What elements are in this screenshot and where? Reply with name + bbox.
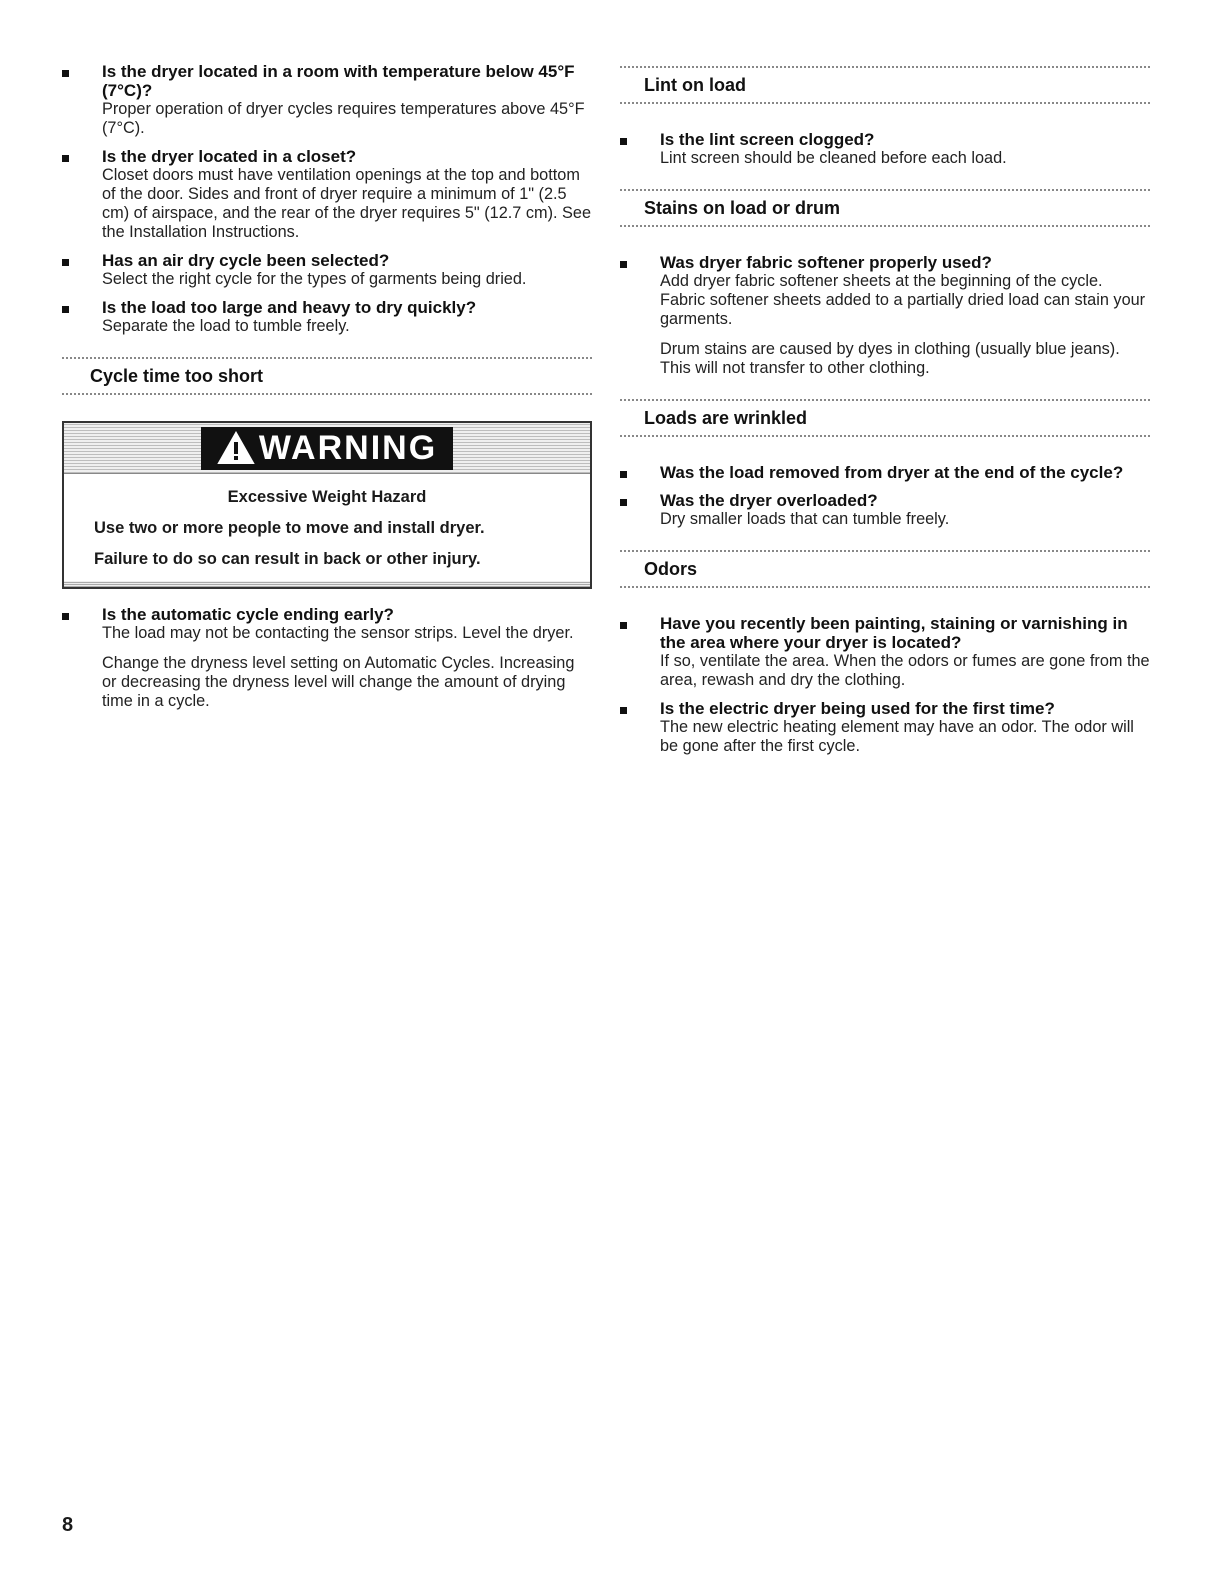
question: Is the automatic cycle ending early? xyxy=(102,605,394,624)
answer: If so, ventilate the area. When the odors or fumes are gone from the area, rewash and dry the clothing. xyxy=(660,652,1150,689)
dotted-divider xyxy=(620,586,1150,588)
question: Has an air dry cycle been selected? xyxy=(102,251,390,270)
list-item xyxy=(62,298,592,336)
square-bullet-icon xyxy=(620,138,627,145)
dotted-divider xyxy=(62,393,592,395)
section-heading: Lint on load xyxy=(644,75,746,95)
question: Is the load too large and heavy to dry quickly? xyxy=(102,298,477,317)
section-heading-block xyxy=(620,538,1150,598)
warning-triangle-icon xyxy=(217,431,255,465)
answer: Lint screen should be cleaned before each load. xyxy=(660,149,1007,167)
answer: Add dryer fabric softener sheets at the beginning of the cycle. Fabric softener sheets added to a partially dried load can stain your garments. xyxy=(660,272,1146,328)
answer: Select the right cycle for the types of garments being dried. xyxy=(102,270,527,288)
list-item xyxy=(620,130,1150,168)
section-heading-block xyxy=(620,66,1150,114)
right-column xyxy=(620,66,1150,765)
answer: Dry smaller loads that can tumble freely. xyxy=(660,510,950,528)
section-heading-block xyxy=(62,345,592,405)
section-heading: Odors xyxy=(644,559,698,579)
section-heading: Cycle time too short xyxy=(90,366,264,386)
answer-extra: Drum stains are caused by dyes in clothing (usually blue jeans). This will not transfer to other clothing. xyxy=(660,340,1120,377)
question: Have you recently been painting, staining or varnishing in the area where your dryer is located? xyxy=(660,614,1128,652)
list-item xyxy=(620,699,1150,756)
list-item xyxy=(62,62,592,138)
page-number: 8 xyxy=(62,1514,74,1536)
section-heading-block xyxy=(620,387,1150,447)
warning-text: Use two or more people to move and install dryer. xyxy=(94,519,485,537)
square-bullet-icon xyxy=(62,70,69,77)
list-item xyxy=(620,491,1150,529)
dotted-divider xyxy=(620,102,1150,104)
warning-label xyxy=(201,427,453,470)
section-heading: Loads are wrinkled xyxy=(644,408,808,428)
warning-text: Failure to do so can result in back or other injury. xyxy=(94,550,481,568)
question: Is the dryer located in a closet? xyxy=(102,147,357,166)
question: Is the electric dryer being used for the first time? xyxy=(660,699,1055,718)
question: Was the dryer overloaded? xyxy=(660,491,878,510)
question: Was the load removed from dryer at the end of the cycle? xyxy=(660,463,1124,482)
list-item xyxy=(62,147,592,242)
warning-band xyxy=(64,423,590,474)
square-bullet-icon xyxy=(62,306,69,313)
dotted-divider xyxy=(620,435,1150,437)
answer: Closet doors must have ventilation openings at the top and bottom of the door. Sides and front of dryer require a minimum of 1" (2.5 cm) of airspace, and the rear of the dryer requires 5" (12.7 cm). See the Installation Instructions. xyxy=(102,166,592,241)
dotted-divider xyxy=(620,225,1150,227)
square-bullet-icon xyxy=(620,707,627,714)
square-bullet-icon xyxy=(62,155,69,162)
answer: The new electric heating element may have an odor. The odor will be gone after the first cycle. xyxy=(660,718,1134,755)
question: Is the lint screen clogged? xyxy=(660,130,875,149)
question: Is the dryer located in a room with temperature below 45°F (7°C)? xyxy=(102,62,575,100)
answer: Separate the load to tumble freely. xyxy=(102,317,350,335)
question: Was dryer fabric softener properly used? xyxy=(660,253,992,272)
list-item xyxy=(620,253,1150,378)
warning-box xyxy=(62,421,592,589)
warning-bottom-band xyxy=(64,581,590,587)
answer: The load may not be contacting the sensor strips. Level the dryer. xyxy=(102,624,574,642)
square-bullet-icon xyxy=(62,613,69,620)
list-item xyxy=(620,614,1150,690)
section-heading: Stains on load or drum xyxy=(644,198,841,218)
answer-extra: Change the dryness level setting on Automatic Cycles. Increasing or decreasing the dryness level will change the amount of drying time in a cycle. xyxy=(102,654,575,710)
left-column xyxy=(62,62,592,720)
warning-title: Excessive Weight Hazard xyxy=(227,488,427,506)
square-bullet-icon xyxy=(620,471,627,478)
warning-word: WARNING xyxy=(258,428,438,467)
answer: Proper operation of dryer cycles requires temperatures above 45°F (7°C). xyxy=(102,100,585,137)
square-bullet-icon xyxy=(620,499,627,506)
square-bullet-icon xyxy=(620,261,627,268)
section-heading-block xyxy=(620,177,1150,237)
list-item xyxy=(62,605,592,711)
list-item xyxy=(62,251,592,289)
square-bullet-icon xyxy=(620,622,627,629)
list-item xyxy=(620,463,1150,482)
square-bullet-icon xyxy=(62,259,69,266)
